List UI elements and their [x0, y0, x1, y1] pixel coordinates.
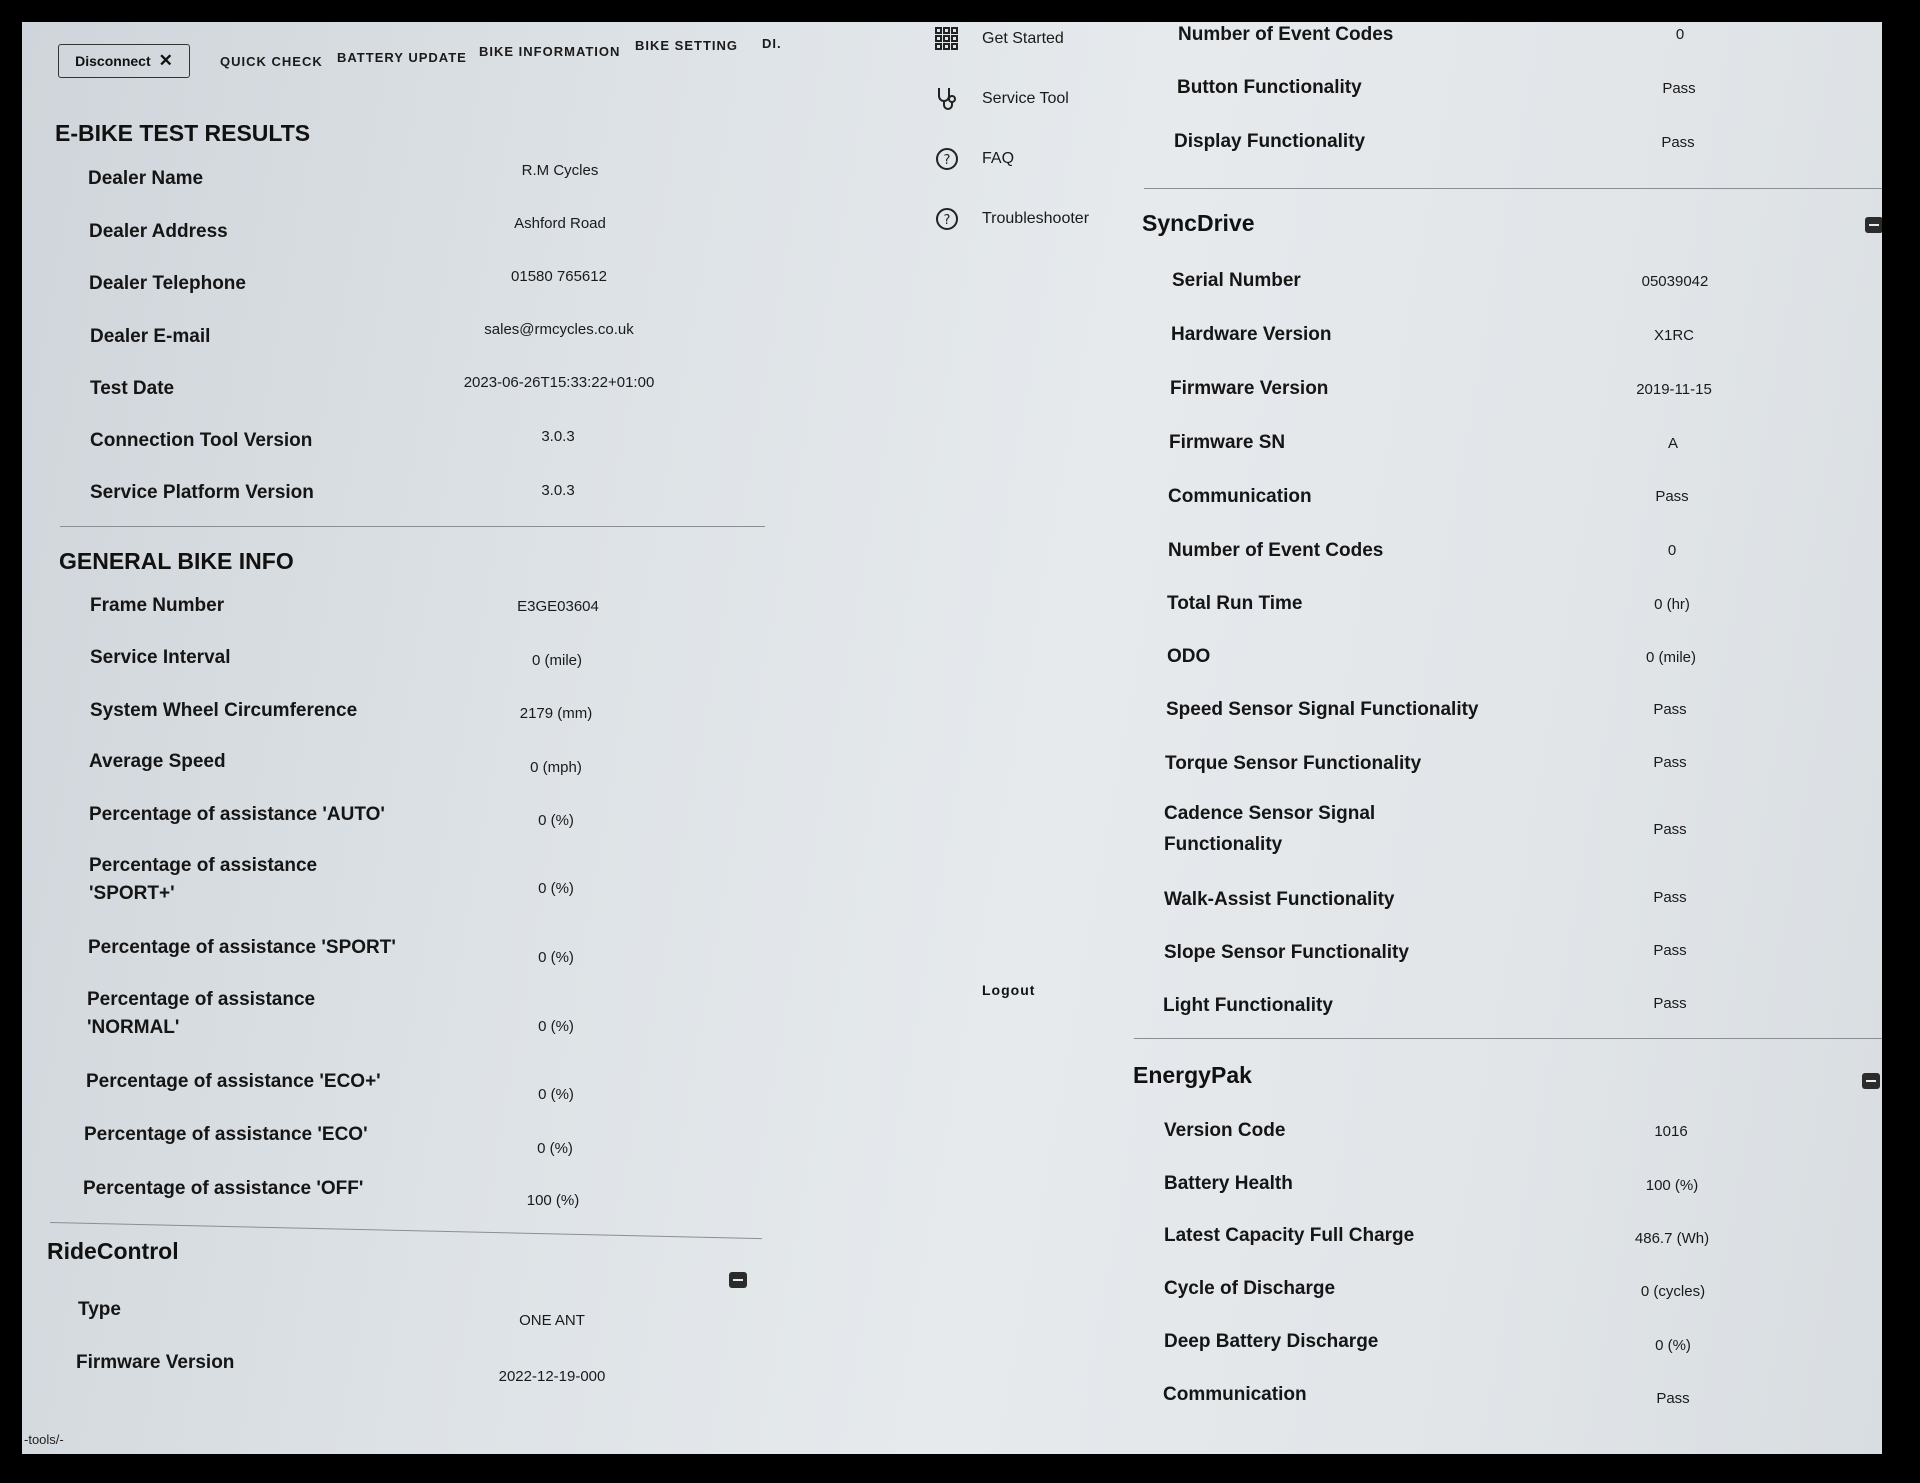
- row-label: Dealer Telephone: [89, 273, 246, 294]
- row-label: Firmware Version: [1170, 378, 1329, 399]
- row-label: Dealer Address: [89, 221, 228, 242]
- row-label: Number of Event Codes: [1168, 540, 1384, 561]
- row-value: R.M Cycles: [521, 162, 599, 179]
- row-value: Pass: [1655, 488, 1689, 505]
- row-value: 3.0.3: [541, 428, 575, 445]
- row-label: Light Functionality: [1163, 995, 1333, 1016]
- help-circle-icon: [934, 206, 960, 232]
- svg-text:?: ?: [943, 213, 951, 228]
- row-value: A: [1667, 435, 1679, 452]
- tab-di[interactable]: DI.: [762, 36, 782, 51]
- collapse-energypak-button[interactable]: [1862, 1073, 1880, 1089]
- divider: [60, 526, 765, 527]
- row-value: 0 (%): [538, 880, 574, 897]
- row-value: 0: [1675, 26, 1685, 43]
- row-value: 100 (%): [1645, 1177, 1699, 1194]
- sidebar-item-label: Service Tool: [982, 90, 1069, 107]
- row-label: Hardware Version: [1171, 324, 1332, 345]
- section-title-test-results: E-BIKE TEST RESULTS: [55, 120, 311, 146]
- sidebar-item-service-tool[interactable]: [934, 86, 1069, 112]
- row-value: 1016: [1654, 1123, 1688, 1140]
- disconnect-label: Disconnect: [75, 53, 151, 69]
- row-label: Walk-Assist Functionality: [1164, 889, 1395, 910]
- row-value: Ashford Road: [514, 215, 606, 232]
- row-label: Firmware SN: [1169, 432, 1286, 453]
- row-value: E3GE03604: [517, 598, 599, 615]
- row-label: Type: [78, 1299, 121, 1320]
- row-value: sales@rmcycles.co.uk: [484, 321, 634, 338]
- divider: [1144, 188, 1882, 189]
- row-value: Pass: [1653, 889, 1687, 906]
- row-value: 0 (mile): [1645, 649, 1697, 666]
- row-label: ODO: [1167, 646, 1211, 667]
- row-label: Total Run Time: [1167, 593, 1303, 614]
- sidebar-item-label: FAQ: [982, 150, 1015, 167]
- section-title-ridecontrol: RideControl: [47, 1238, 179, 1264]
- row-label: Service Platform Version: [90, 482, 314, 503]
- row-value: 2022-12-19-000: [498, 1368, 606, 1385]
- row-value: Pass: [1653, 821, 1687, 838]
- sidebar-item-label: Troubleshooter: [982, 210, 1090, 227]
- row-label: Percentage of assistance 'ECO+': [86, 1071, 381, 1092]
- section-title-syncdrive: SyncDrive: [1142, 210, 1255, 236]
- svg-text:?: ?: [943, 153, 951, 168]
- row-value: 0 (%): [538, 1018, 574, 1035]
- row-label: Slope Sensor Functionality: [1164, 942, 1409, 963]
- row-label: Battery Health: [1164, 1173, 1293, 1194]
- row-label: Dealer Name: [88, 168, 204, 189]
- row-label: Number of Event Codes: [1178, 24, 1394, 45]
- sidebar-item-faq[interactable]: [934, 146, 1014, 172]
- tab-battery-update[interactable]: BATTERY UPDATE: [337, 50, 467, 65]
- collapse-ridecontrol-button[interactable]: [729, 1272, 747, 1288]
- row-value: 2179 (mm): [519, 705, 593, 722]
- row-value: Pass: [1653, 995, 1687, 1012]
- row-label: Serial Number: [1172, 270, 1301, 291]
- row-label: Frame Number: [90, 595, 225, 616]
- row-label: Service Interval: [90, 647, 231, 668]
- row-label: Communication: [1168, 486, 1312, 507]
- row-label: Latest Capacity Full Charge: [1164, 1225, 1415, 1246]
- url-fragment: -tools/-: [24, 1432, 64, 1447]
- row-value: 0 (hr): [1654, 596, 1690, 613]
- row-label: Speed Sensor Signal Functionality: [1166, 699, 1479, 720]
- row-label: Dealer E-mail: [90, 326, 211, 347]
- row-label: Percentage of assistance 'OFF': [83, 1178, 364, 1199]
- row-value: ONE ANT: [519, 1312, 585, 1329]
- row-value: X1RC: [1653, 327, 1695, 344]
- row-value: 0 (%): [538, 1086, 574, 1103]
- help-circle-icon: [934, 146, 960, 172]
- row-label: Percentage of assistance 'SPORT+': [89, 855, 318, 904]
- row-label: Connection Tool Version: [90, 430, 313, 451]
- row-value: 0 (%): [537, 1140, 573, 1157]
- sidebar-item-troubleshooter[interactable]: [934, 206, 1089, 232]
- tab-bike-information[interactable]: BIKE INFORMATION: [479, 44, 621, 59]
- divider: [50, 1222, 762, 1239]
- collapse-syncdrive-button[interactable]: [1865, 217, 1882, 233]
- logout-link[interactable]: Logout: [982, 982, 1036, 998]
- row-value: Pass: [1653, 942, 1687, 959]
- row-label: Torque Sensor Functionality: [1165, 753, 1422, 774]
- row-value: Pass: [1662, 80, 1696, 97]
- sidebar-item-get-started[interactable]: [934, 26, 1064, 52]
- row-label: Deep Battery Discharge: [1164, 1331, 1379, 1352]
- section-title-energypak: EnergyPak: [1133, 1062, 1252, 1088]
- disconnect-button[interactable]: [58, 44, 190, 78]
- row-value: 486.7 (Wh): [1634, 1230, 1710, 1247]
- row-label: Percentage of assistance 'AUTO': [89, 804, 385, 825]
- row-value: 100 (%): [526, 1192, 580, 1209]
- tab-quick-check[interactable]: QUICK CHECK: [220, 54, 323, 69]
- row-value: 0 (mile): [531, 652, 583, 669]
- divider: [1134, 1038, 1882, 1039]
- row-value: 0 (mph): [530, 759, 582, 776]
- sidebar-item-label: Get Started: [982, 30, 1064, 47]
- row-value: 0 (%): [538, 812, 574, 829]
- row-value: 2019-11-15: [1636, 381, 1712, 398]
- row-label: Test Date: [90, 378, 175, 399]
- row-value: 05039042: [1641, 273, 1709, 290]
- tab-bike-setting[interactable]: BIKE SETTING: [635, 38, 739, 53]
- row-value: 0: [1667, 542, 1677, 559]
- row-label: Percentage of assistance 'ECO': [84, 1124, 368, 1145]
- row-value: Pass: [1661, 134, 1695, 151]
- row-value: 0 (%): [538, 949, 574, 966]
- row-value: 3.0.3: [541, 482, 575, 499]
- row-value: 0 (%): [1655, 1337, 1691, 1354]
- row-value: Pass: [1653, 754, 1687, 771]
- row-label: Version Code: [1164, 1120, 1286, 1141]
- row-label: Communication: [1163, 1384, 1307, 1405]
- close-icon: ✕: [158, 51, 173, 70]
- row-label: Display Functionality: [1174, 131, 1366, 152]
- row-label: System Wheel Circumference: [90, 700, 358, 721]
- grid-icon: [934, 26, 960, 52]
- row-value: 01580 765612: [511, 268, 607, 285]
- row-value: Pass: [1653, 701, 1687, 718]
- row-value: 2023-06-26T15:33:22+01:00: [463, 374, 655, 391]
- row-label: Percentage of assistance 'NORMAL': [87, 989, 316, 1038]
- row-label: Cadence Sensor Signal Functionality: [1164, 803, 1376, 855]
- stethoscope-icon: [934, 86, 960, 112]
- row-value: Pass: [1656, 1390, 1690, 1407]
- section-title-general: GENERAL BIKE INFO: [59, 548, 294, 574]
- row-label: Percentage of assistance 'SPORT': [88, 937, 396, 958]
- printed-page: [22, 22, 1882, 1454]
- row-label: Average Speed: [89, 751, 226, 772]
- row-label: Firmware Version: [76, 1352, 235, 1373]
- row-label: Cycle of Discharge: [1164, 1278, 1336, 1299]
- row-label: Button Functionality: [1177, 77, 1362, 98]
- row-value: 0 (cycles): [1640, 1283, 1706, 1300]
